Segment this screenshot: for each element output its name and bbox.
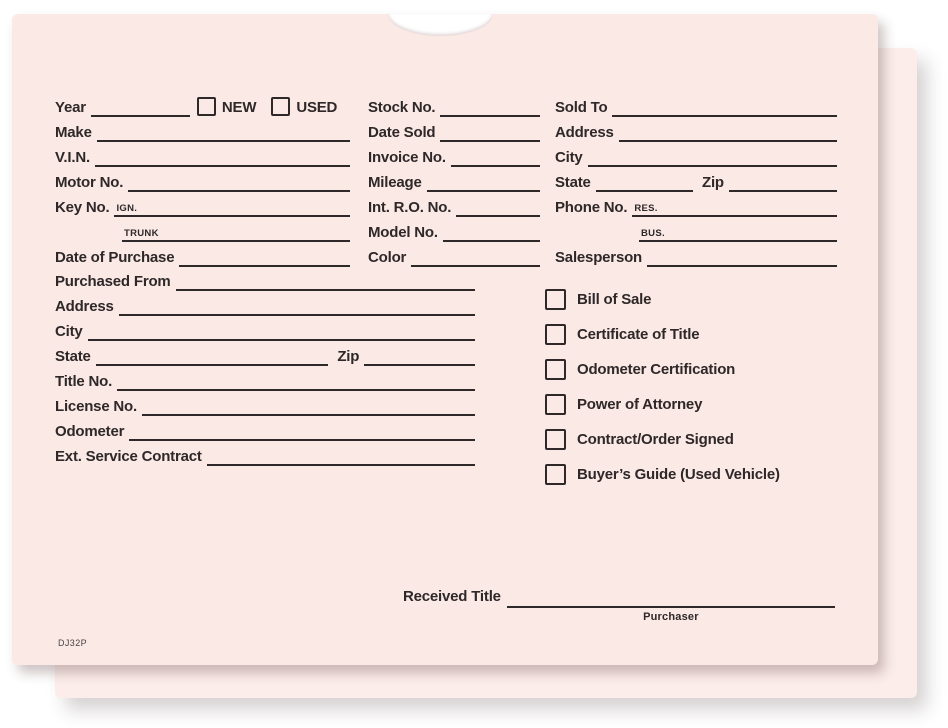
contract-order-signed-label: Contract/Order Signed <box>577 430 734 448</box>
field-stock-no <box>368 92 540 117</box>
buyer-address-blank-line <box>619 122 837 142</box>
res-label: RES. <box>634 203 658 214</box>
date-of-purchase-label: Date of Purchase <box>55 249 175 266</box>
field-vin <box>55 142 350 167</box>
field-title-no <box>55 366 475 391</box>
date-of-purchase-blank-line <box>179 247 350 267</box>
odometer-label: Odometer <box>55 423 125 440</box>
seller-state-label: State <box>55 348 91 365</box>
field-buyer-city <box>555 142 837 167</box>
field-ext-service-contract <box>55 441 475 466</box>
field-buyer-state-zip <box>555 167 837 192</box>
buyer-city-label: City <box>555 149 583 166</box>
buyers-guide-checkbox <box>545 464 566 485</box>
checklist-item-odometer-certification <box>545 352 837 387</box>
salesperson-blank-line <box>647 247 837 267</box>
new-label: NEW <box>221 99 257 116</box>
field-make <box>55 117 350 142</box>
field-buyer-address <box>555 117 837 142</box>
seller-zip-label: Zip <box>337 348 360 365</box>
field-seller-city <box>55 316 475 341</box>
model-no-blank-line <box>443 222 540 242</box>
motor-no-label: Motor No. <box>55 174 124 191</box>
field-date-of-purchase <box>55 242 350 267</box>
title-no-label: Title No. <box>55 373 113 390</box>
field-license-no <box>55 391 475 416</box>
odometer-certification-label: Odometer Certification <box>577 360 736 378</box>
stock-info-column <box>368 92 540 267</box>
certificate-of-title-checkbox <box>545 324 566 345</box>
mileage-label: Mileage <box>368 174 422 191</box>
seller-address-label: Address <box>55 298 114 315</box>
ign-label: IGN. <box>116 203 138 214</box>
mileage-blank-line <box>427 172 540 192</box>
stock-no-blank-line <box>440 97 540 117</box>
sold-to-blank-line <box>612 97 837 117</box>
odometer-certification-checkbox <box>545 359 566 380</box>
document-checklist <box>545 282 837 492</box>
motor-no-blank-line <box>128 172 350 192</box>
license-no-blank-line <box>142 396 475 416</box>
color-label: Color <box>368 249 407 266</box>
color-blank-line <box>411 247 540 267</box>
field-motor-no <box>55 167 350 192</box>
salesperson-label: Salesperson <box>555 249 643 266</box>
field-salesperson <box>555 242 837 267</box>
stock-no-label: Stock No. <box>368 99 436 116</box>
field-sold-to <box>555 92 837 117</box>
field-color <box>368 242 540 267</box>
field-int-ro-no <box>368 192 540 217</box>
title-no-blank-line <box>117 371 475 391</box>
received-title-blank-line <box>507 586 835 608</box>
power-of-attorney-label: Power of Attorney <box>577 395 703 413</box>
seller-zip-blank-line <box>364 346 475 366</box>
int-ro-no-blank-line <box>456 197 540 217</box>
seller-city-blank-line <box>88 321 475 341</box>
ext-service-contract-label: Ext. Service Contract <box>55 448 202 465</box>
thumb-cut-notch <box>388 14 493 36</box>
vin-blank-line <box>95 147 350 167</box>
checklist-item-certificate-of-title <box>545 317 837 352</box>
year-blank-line <box>91 97 190 117</box>
buyer-city-blank-line <box>588 147 837 167</box>
field-purchased-from <box>55 266 475 291</box>
phone-bus-blank-line <box>639 222 837 242</box>
buyers-guide-label: Buyer’s Guide (Used Vehicle) <box>577 465 780 483</box>
used-checkbox <box>271 97 290 116</box>
buyer-state-label: State <box>555 174 591 191</box>
license-no-label: License No. <box>55 398 137 415</box>
field-key-no-trunk <box>55 217 350 242</box>
buyer-zip-label: Zip <box>701 174 724 191</box>
field-invoice-no <box>368 142 540 167</box>
vin-label: V.I.N. <box>55 149 90 166</box>
checklist-item-buyers-guide <box>545 457 837 492</box>
invoice-no-blank-line <box>451 147 540 167</box>
field-phone-res <box>555 192 837 217</box>
field-model-no <box>368 217 540 242</box>
purchaser-label: Purchaser <box>643 611 699 623</box>
ext-service-contract-blank-line <box>207 446 475 466</box>
field-mileage <box>368 167 540 192</box>
key-no-label: Key No. <box>55 199 110 216</box>
field-odometer <box>55 416 475 441</box>
buyer-address-label: Address <box>555 124 614 141</box>
buyer-info-column <box>555 92 837 267</box>
new-checkbox <box>197 97 216 116</box>
bill-of-sale-checkbox <box>545 289 566 310</box>
invoice-no-label: Invoice No. <box>368 149 446 166</box>
field-seller-address <box>55 291 475 316</box>
seller-info-section <box>55 266 475 466</box>
ign-blank-line <box>114 197 350 217</box>
sold-to-label: Sold To <box>555 99 608 116</box>
front-envelope <box>12 14 878 665</box>
checklist-item-contract-order-signed <box>545 422 837 457</box>
field-seller-state-zip <box>55 341 475 366</box>
product-code: DJ32P <box>58 638 88 648</box>
make-label: Make <box>55 124 92 141</box>
vehicle-info-column <box>55 92 350 267</box>
seller-address-blank-line <box>119 296 475 316</box>
year-label: Year <box>55 99 86 116</box>
power-of-attorney-checkbox <box>545 394 566 415</box>
trunk-blank-line <box>122 222 350 242</box>
trunk-label: TRUNK <box>124 228 159 239</box>
bus-label: BUS. <box>641 228 665 239</box>
received-title-line-wrap <box>507 586 835 623</box>
checklist-item-bill-of-sale <box>545 282 837 317</box>
received-title-section <box>403 586 835 623</box>
date-sold-blank-line <box>440 122 540 142</box>
field-year <box>55 92 350 117</box>
buyer-state-blank-line <box>596 172 693 192</box>
received-title-label: Received Title <box>403 588 501 605</box>
buyer-zip-blank-line <box>729 172 837 192</box>
date-sold-label: Date Sold <box>368 124 436 141</box>
phone-no-label: Phone No. <box>555 199 628 216</box>
contract-order-signed-checkbox <box>545 429 566 450</box>
purchased-from-label: Purchased From <box>55 273 171 290</box>
bill-of-sale-label: Bill of Sale <box>577 290 652 308</box>
int-ro-no-label: Int. R.O. No. <box>368 199 452 216</box>
model-no-label: Model No. <box>368 224 438 241</box>
seller-city-label: City <box>55 323 83 340</box>
purchased-from-blank-line <box>176 271 475 291</box>
field-phone-bus <box>555 217 837 242</box>
field-date-sold <box>368 117 540 142</box>
field-key-no-ign <box>55 192 350 217</box>
used-label: USED <box>296 99 338 116</box>
phone-res-blank-line <box>632 197 837 217</box>
seller-state-blank-line <box>96 346 329 366</box>
checklist-item-power-of-attorney <box>545 387 837 422</box>
certificate-of-title-label: Certificate of Title <box>577 325 700 343</box>
odometer-blank-line <box>129 421 475 441</box>
make-blank-line <box>97 122 350 142</box>
